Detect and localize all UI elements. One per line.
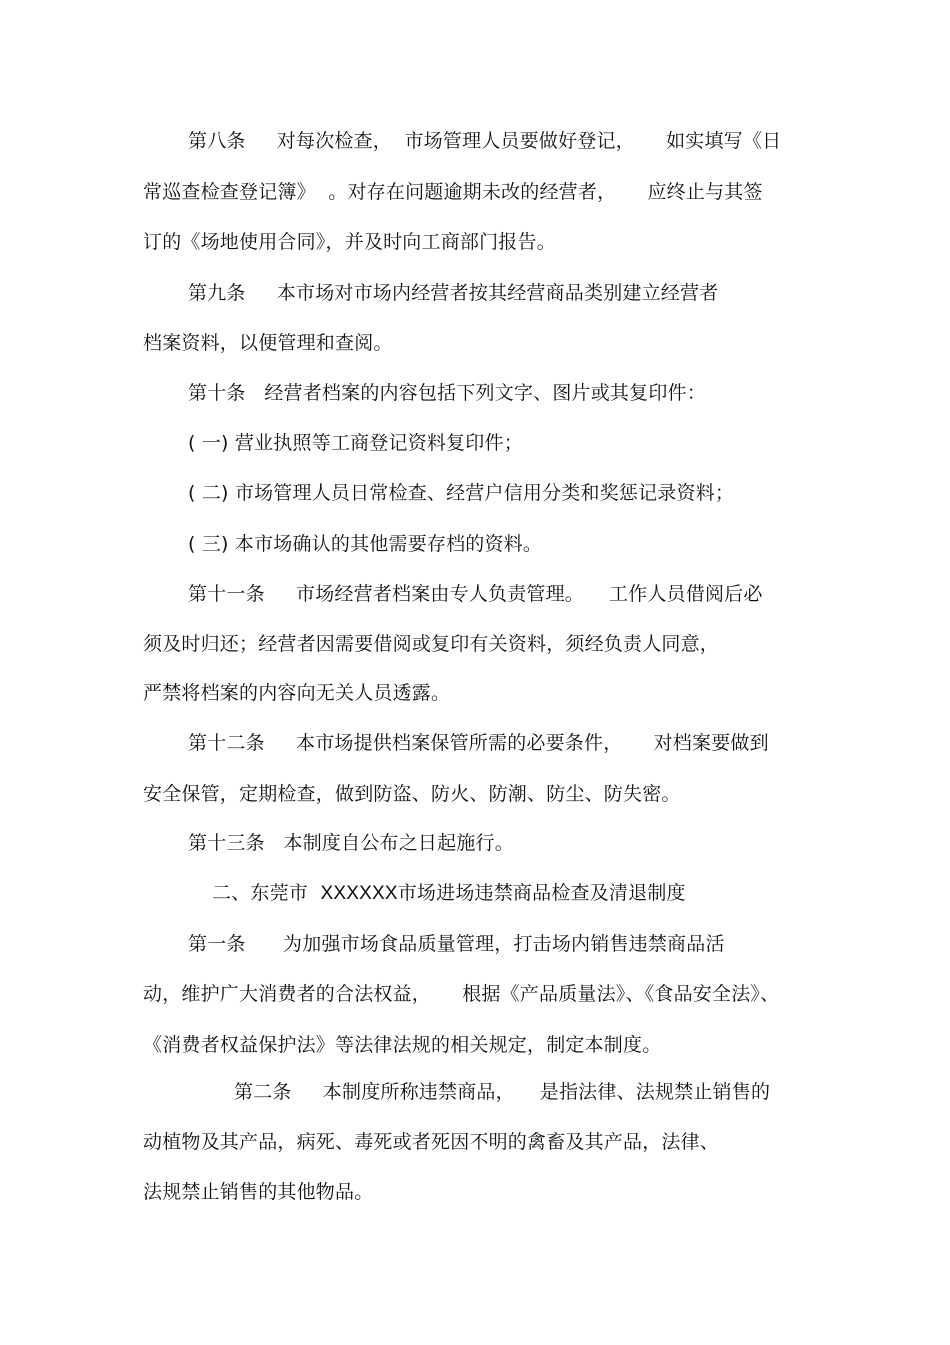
article-10-item-1: ( 一) 营业执照等工商登记资料复印件； <box>188 432 523 454</box>
article-12-line-2: 安全保管，定期检查，做到防盗、防火、防潮、防尘、防失密。 <box>143 783 681 805</box>
s2-article-1-line-3: 《消费者权益保护法》等法律法规的相关规定，制定本制度。 <box>143 1034 662 1056</box>
s2-article-2-line-2: 动植物及其产品，病死、毒死或者死因不明的禽畜及其产品，法律、 <box>143 1131 720 1153</box>
article-10-item-3: ( 三) 本市场确认的其他需要存档的资料。 <box>188 533 543 555</box>
article-9-line-1: 第九条 本市场对市场内经营者按其经营商品类别建立经营者 <box>188 282 719 304</box>
article-11-line-3: 严禁将档案的内容向无关人员透露。 <box>143 682 451 704</box>
section-heading-prefix: 二、东莞市 <box>212 882 321 904</box>
article-10-line-1: 第十条 经营者档案的内容包括下列文字、图片或其复印件： <box>188 382 706 404</box>
article-9-line-2: 档案资料，以便管理和查阅。 <box>143 332 393 354</box>
section-heading-placeholder: XXXXXX <box>320 883 398 904</box>
section-heading <box>212 881 686 906</box>
article-11-line-1: 第十一条 市场经营者档案由专人负责管理。 工作人员借阅后必 <box>188 583 763 605</box>
article-8-line-1: 第八条 对每次检查， 市场管理人员要做好登记， 如实填写《日 <box>188 130 782 152</box>
article-10-item-2: ( 二) 市场管理人员日常检查、经营户信用分类和奖惩记录资料； <box>188 482 735 504</box>
s2-article-1-line-1: 第一条 为加强市场食品质量管理，打击场内销售违禁商品活 <box>188 933 725 955</box>
article-8-line-2: 常巡查检查登记簿》 。对存在问题逾期未改的经营者， 应终止与其签 <box>143 181 763 203</box>
section-heading-suffix: 市场进场违禁商品检查及清退制度 <box>397 882 686 904</box>
article-12-line-1: 第十二条 本市场提供档案保管所需的必要条件， 对档案要做到 <box>188 732 769 754</box>
s2-article-2-line-1: 第二条 本制度所称违禁商品， 是指法律、法规禁止销售的 <box>234 1081 771 1103</box>
s2-article-2-line-3: 法规禁止销售的其他物品。 <box>143 1181 374 1203</box>
article-8-line-3: 订的《场地使用合同》，并及时向工商部门报告。 <box>143 231 556 253</box>
article-11-line-2: 须及时归还；经营者因需要借阅或复印有关资料，须经负责人同意， <box>143 633 720 655</box>
article-13-line-1: 第十三条 本制度自公布之日起施行。 <box>188 832 514 854</box>
s2-article-1-line-2: 动，维护广大消费者的合法权益， 根据《产品质量法》、《食品安全法》、 <box>143 983 780 1005</box>
